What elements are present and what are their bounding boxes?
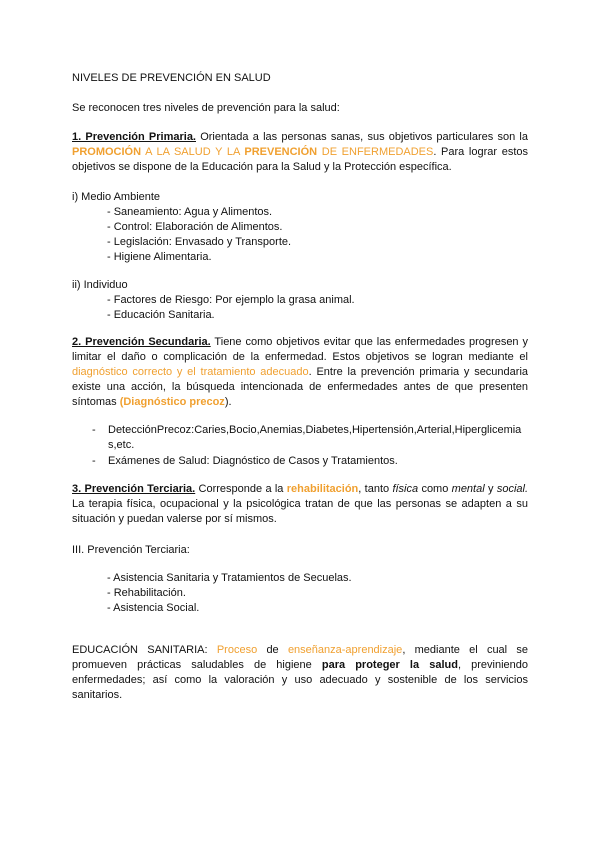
terciaria-text-2: , tanto bbox=[358, 483, 393, 495]
terciaria-italic-mental: mental bbox=[451, 483, 485, 495]
terciaria-list-item: - Rehabilitación. bbox=[107, 587, 186, 599]
secundaria-heading: 2. Prevención Secundaria. bbox=[72, 336, 211, 348]
page-title: NIVELES DE PREVENCIÓN EN SALUD bbox=[72, 72, 271, 84]
primaria-paragraph bbox=[72, 130, 528, 175]
medio-item: - Legislación: Envasado y Transporte. bbox=[107, 236, 292, 248]
terciaria-list-item: - Asistencia Sanitaria y Tratamientos de Secuelas. bbox=[107, 572, 352, 584]
individuo-item: - Factores de Riesgo: Por ejemplo la grasa animal. bbox=[107, 294, 355, 306]
educacion-text-1: de bbox=[257, 644, 288, 656]
terciaria-italic-fisica: física bbox=[392, 483, 419, 495]
educacion-label: EDUCACIÓN SANITARIA: bbox=[72, 644, 217, 656]
terciaria-text-4: y bbox=[484, 483, 497, 495]
intro-text: Se reconocen tres niveles de prevención para la salud: bbox=[72, 102, 340, 114]
educacion-highlight-proceso: Proceso bbox=[216, 644, 258, 656]
terciaria-text-3: como bbox=[418, 483, 452, 495]
educacion-highlight-ensenanza: enseñanza-aprendizaje bbox=[287, 644, 403, 656]
primaria-highlight-4: DE ENFERMEDADES bbox=[317, 146, 434, 158]
terciaria-text-1: Corresponde a la bbox=[195, 483, 287, 495]
educacion-bold-proteger: para proteger la salud bbox=[321, 659, 458, 671]
medio-item: - Saneamiento: Agua y Alimentos. bbox=[107, 206, 273, 218]
terciaria-italic-social: social. bbox=[496, 483, 529, 495]
secundaria-text-3: ). bbox=[224, 396, 232, 408]
primaria-highlight-2: A LA SALUD Y LA bbox=[141, 146, 245, 158]
terciaria-highlight-rehabilitacion: rehabilitación bbox=[286, 483, 359, 495]
primaria-heading: 1. Prevención Primaria. bbox=[72, 131, 196, 143]
primaria-text-2: . Para lograr estos objetivos se dispone de la Educación para la Salud y la Protección específica. bbox=[72, 146, 528, 173]
educacion-paragraph bbox=[72, 643, 528, 703]
individuo-item: - Educación Sanitaria. bbox=[107, 309, 215, 321]
secundaria-bullet: DetecciónPrecoz:Caries,Bocio,Anemias,Diabetes,Hipertensión,Arterial,Hiperglicemias,etc. bbox=[108, 424, 522, 451]
secundaria-text-2: . Entre la prevención primaria y secundaria existe una acción, la búsqueda intencionada de enfermedades antes de que presenten síntomas bbox=[72, 366, 529, 408]
secundaria-highlight-precoz: (Diagnóstico precoz bbox=[119, 396, 225, 408]
terciaria-list-heading: III. Prevención Terciaria: bbox=[72, 544, 190, 556]
medio-ambiente-heading: i) Medio Ambiente bbox=[72, 191, 161, 203]
educacion-text-2: , mediante el cual se promueven prácticas saludables de higiene bbox=[72, 644, 528, 671]
bullet-marker: - bbox=[92, 455, 96, 467]
bullet-marker: - bbox=[92, 424, 96, 436]
terciaria-text-5: La terapia física, ocupacional y la psicológica tratan de que las personas se adapten a su situación y puedan valerse por sí mismos. bbox=[72, 498, 528, 525]
terciaria-paragraph bbox=[72, 482, 528, 527]
medio-item: - Higiene Alimentaria. bbox=[107, 251, 212, 263]
terciaria-list-item: - Asistencia Social. bbox=[107, 602, 200, 614]
medio-item: - Control: Elaboración de Alimentos. bbox=[107, 221, 283, 233]
primaria-text-1: Orientada a las personas sanas, sus objetivos particulares son la bbox=[196, 131, 528, 143]
individuo-heading: ii) Individuo bbox=[72, 279, 128, 291]
secundaria-highlight-diagnostico: diagnóstico correcto y el tratamiento adecuado bbox=[72, 366, 309, 378]
primaria-highlight-prevencion: PREVENCIÓN bbox=[244, 146, 318, 158]
primaria-highlight-promocion: PROMOCIÓN bbox=[72, 146, 142, 158]
secundaria-text-1: Tiene como objetivos evitar que las enfermedades progresen y limitar el daño o complicación de la enfermedad. Estos objetivos se logran mediante el bbox=[72, 336, 528, 363]
secundaria-bullet: Exámenes de Salud: Diagnóstico de Casos y Tratamientos. bbox=[108, 455, 398, 467]
terciaria-heading: 3. Prevención Terciaria. bbox=[72, 483, 196, 495]
secundaria-paragraph bbox=[72, 335, 528, 410]
educacion-text-3: , previniendo enfermedades; así como la valoración y uso adecuado y sostenible de los servicios sanitarios. bbox=[72, 659, 528, 701]
